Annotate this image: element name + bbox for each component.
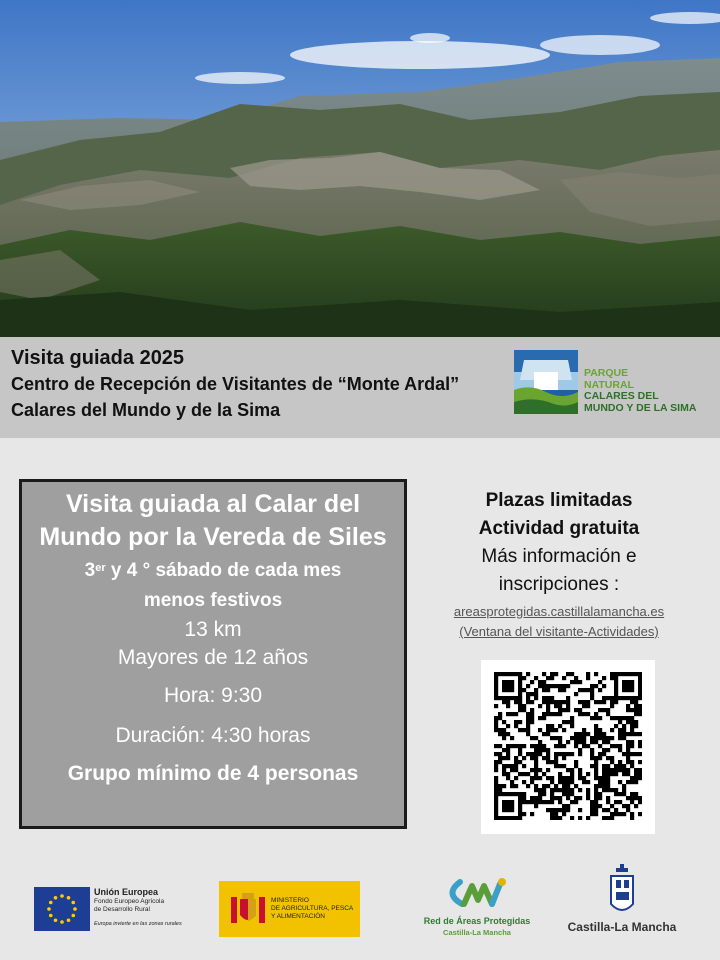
eu-star bbox=[67, 896, 71, 900]
limited-places: Plazas limitadas bbox=[485, 490, 633, 511]
ministry-logo bbox=[219, 881, 360, 937]
activity-age: Mayores de 12 años bbox=[117, 646, 309, 669]
eu-star bbox=[54, 918, 58, 922]
activity-distance: 13 km bbox=[184, 618, 242, 641]
castilla-la-mancha-name: Castilla-La Mancha bbox=[567, 920, 677, 934]
header-title: Visita guiada 2025 bbox=[11, 347, 185, 369]
qr-code[interactable] bbox=[481, 660, 655, 834]
schedule-exception: menos festivos bbox=[143, 590, 283, 611]
ministry-text bbox=[271, 897, 353, 921]
eu-star bbox=[67, 918, 71, 922]
eu-star bbox=[71, 914, 75, 918]
eu-star bbox=[49, 901, 53, 905]
park-logo-line: MUNDO Y DE LA SIMA bbox=[584, 401, 697, 414]
header-band bbox=[0, 337, 720, 438]
schedule-number: 3 bbox=[84, 560, 96, 581]
eu-logo-text bbox=[94, 887, 182, 928]
free-activity: Actividad gratuita bbox=[478, 518, 640, 539]
eu-star bbox=[60, 920, 64, 924]
park-logo-line: PARQUE bbox=[584, 367, 629, 379]
hero-landscape-photo bbox=[0, 0, 720, 337]
protected-areas-network-logo bbox=[412, 874, 542, 940]
website-link[interactable]: areasprotegidas.castillalamancha.es bbox=[453, 604, 665, 619]
eu-flag-icon bbox=[34, 887, 90, 931]
network-name: Red de Áreas Protegidas bbox=[423, 916, 531, 926]
ministry-line: DE AGRICULTURA, PESCA bbox=[271, 905, 354, 912]
park-logo-text bbox=[584, 368, 696, 414]
visitor-window-link[interactable]: (Ventana del visitante-Actividades) bbox=[459, 624, 659, 639]
activity-title-line: Mundo por la Vereda de Siles bbox=[39, 523, 387, 551]
eu-tagline: Europa invierte en las zonas rurales bbox=[94, 921, 182, 927]
registration-info bbox=[432, 487, 686, 642]
activity-duration: Duración: 4:30 horas bbox=[115, 724, 311, 747]
protected-areas-mark-icon bbox=[412, 874, 542, 914]
park-emblem-icon bbox=[514, 350, 578, 414]
eu-star bbox=[73, 907, 77, 911]
activity-hour: Hora: 9:30 bbox=[163, 684, 263, 707]
header-center-name: Centro de Recepción de Visitantes de “Monte Ardal” bbox=[11, 374, 460, 394]
eu-title: Unión Europea bbox=[94, 887, 159, 897]
castilla-la-mancha-crest-icon bbox=[567, 864, 677, 918]
ministry-line: Y ALIMENTACIÓN bbox=[271, 913, 325, 920]
more-info-line: Más información e bbox=[481, 546, 637, 567]
activity-box bbox=[19, 479, 407, 829]
eu-star bbox=[47, 907, 51, 911]
eu-star bbox=[71, 901, 75, 905]
ministry-line: MINISTERIO bbox=[271, 897, 309, 904]
eu-fund-line: de Desarrollo Rural bbox=[94, 906, 150, 913]
spain-coat-of-arms-icon bbox=[229, 891, 267, 927]
eu-star bbox=[49, 914, 53, 918]
activity-schedule bbox=[22, 556, 404, 616]
park-logo bbox=[514, 350, 714, 418]
park-logo-line: NATURAL bbox=[584, 378, 634, 391]
activity-title bbox=[22, 488, 404, 554]
header-text bbox=[11, 345, 459, 423]
activity-group: Grupo mínimo de 4 personas bbox=[67, 762, 359, 785]
eu-star bbox=[60, 894, 64, 898]
header-park-name: Calares del Mundo y de la Sima bbox=[11, 400, 281, 420]
qr-code-icon bbox=[494, 672, 642, 820]
network-region: Castilla-La Mancha bbox=[443, 928, 511, 937]
castilla-la-mancha-logo bbox=[567, 864, 677, 940]
park-logo-line: CALARES DEL bbox=[584, 390, 659, 402]
eu-fund-line: Fondo Europeo Agrícola bbox=[94, 898, 165, 905]
schedule-text: y 4 ° sábado de cada mes bbox=[105, 560, 342, 581]
schedule-ordinal: er bbox=[95, 562, 106, 574]
activity-title-line: Visita guiada al Calar del bbox=[65, 490, 361, 518]
more-info-line: inscripciones : bbox=[498, 574, 620, 595]
eu-star bbox=[54, 896, 58, 900]
eu-logo bbox=[34, 887, 194, 935]
